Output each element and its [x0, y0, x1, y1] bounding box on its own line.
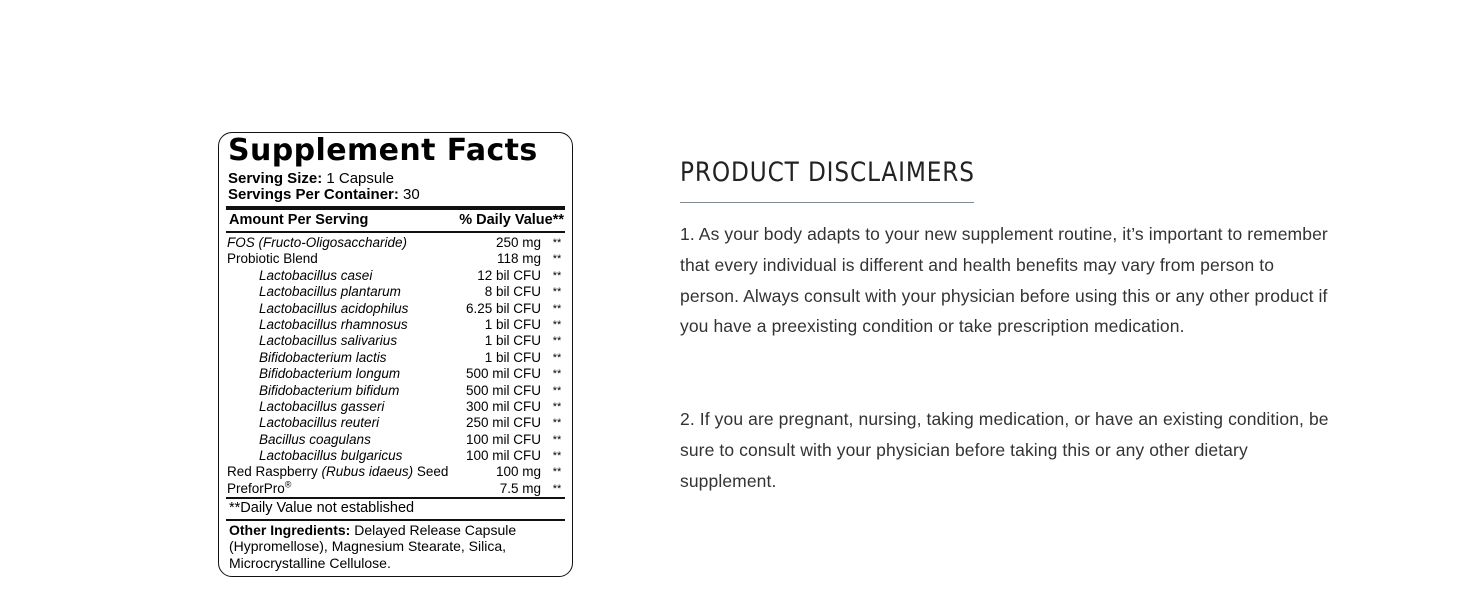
serving-size-value: 1 Capsule	[322, 170, 394, 187]
ingredient-name: Probiotic Blend	[227, 251, 318, 267]
ingredient-daily-value: **	[552, 302, 562, 315]
table-row	[227, 448, 565, 464]
ingredient-name: Lactobacillus rhamnosus	[259, 316, 408, 332]
facts-title: Supplement Facts	[228, 133, 538, 168]
amount-per-serving-label: Amount Per Serving	[229, 212, 369, 228]
servings-per-container-label: Servings Per Container:	[228, 186, 399, 203]
disclaimers-underline	[680, 202, 974, 203]
ingredient-amount: 7.5 mg	[499, 480, 541, 496]
ingredient-daily-value: **	[552, 318, 562, 331]
ingredient-name: Bifidobacterium lactis	[259, 349, 387, 365]
ingredient-daily-value: **	[552, 237, 562, 249]
ingredient-amount: 500 mil CFU	[465, 382, 541, 398]
serving-size-label: Serving Size:	[228, 170, 323, 187]
ingredient-daily-value: **	[552, 253, 562, 266]
ingredient-daily-value: **	[552, 482, 562, 495]
ingredient-daily-value: **	[552, 384, 562, 397]
table-row	[227, 268, 565, 284]
supplement-facts-panel	[218, 132, 573, 577]
servings-per-container-value: 30	[398, 186, 420, 203]
disclaimer-paragraph-1: 1. As your body adapts to your new supplement routine, it’s important to remember that every individual is different and health benefits may vary from person to person. Always consult with your physician before using this or any other product if you have a preexisting condition or take prescription medication.	[680, 224, 1328, 337]
ingredient-list	[227, 235, 565, 497]
table-row	[227, 317, 565, 333]
ingredient-amount: 100 mil CFU	[465, 431, 541, 447]
registered-mark: ®	[284, 479, 292, 490]
ingredient-name-part: PreforPro	[227, 480, 285, 496]
table-row	[227, 415, 565, 431]
table-row	[227, 366, 565, 382]
amount-header	[229, 211, 564, 229]
ingredient-daily-value: **	[552, 400, 562, 413]
ingredient-daily-value: **	[552, 269, 562, 282]
ingredient-name: Lactobacillus salivarius	[259, 333, 398, 349]
ingredient-daily-value: **	[552, 450, 562, 463]
table-row	[227, 464, 565, 480]
ingredient-daily-value: **	[552, 433, 562, 446]
ingredient-name-part: Seed	[413, 464, 449, 480]
daily-value-note: **Daily Value not established	[229, 500, 415, 516]
ingredient-name	[227, 481, 291, 497]
ingredient-amount: 250 mil CFU	[465, 415, 541, 431]
ingredient-name: Lactobacillus casei	[259, 267, 373, 283]
ingredient-name: Bifidobacterium longum	[259, 366, 401, 382]
note-divider	[226, 519, 565, 521]
ingredient-name: FOS (Fructo-Oligosaccharide)	[227, 235, 408, 250]
header-divider	[226, 231, 565, 233]
ingredient-name	[227, 464, 448, 480]
ingredient-daily-value: **	[552, 351, 562, 364]
other-ingredients-label: Other Ingredients:	[229, 522, 351, 538]
ingredient-amount: 1 bil CFU	[484, 349, 541, 365]
ingredient-latin-name: (Rubus idaeus)	[321, 464, 414, 480]
ingredient-daily-value: **	[552, 286, 562, 299]
table-row	[227, 350, 565, 366]
ingredient-name: Lactobacillus gasseri	[259, 398, 385, 414]
table-row	[227, 333, 565, 349]
other-ingredients	[229, 522, 564, 571]
table-row	[227, 481, 565, 497]
ingredient-amount: 12 bil CFU	[477, 267, 541, 283]
ingredient-amount: 118 mg	[496, 251, 541, 267]
thick-divider	[226, 206, 565, 210]
ingredient-amount: 100 mil CFU	[465, 448, 541, 464]
ingredient-amount: 100 mg	[495, 464, 541, 480]
table-row	[227, 251, 565, 267]
ingredient-name-part: Red Raspberry	[227, 464, 322, 480]
ingredient-name: Bifidobacterium bifidum	[259, 382, 400, 398]
ingredient-daily-value: **	[552, 417, 562, 430]
ingredient-amount: 250 mg	[495, 235, 541, 250]
ingredient-name: Lactobacillus acidophilus	[259, 300, 409, 316]
ingredient-amount: 300 mil CFU	[465, 398, 541, 414]
ingredient-name: Lactobacillus reuteri	[259, 415, 380, 431]
table-row	[227, 383, 565, 399]
ingredient-daily-value: **	[552, 368, 562, 381]
ingredient-amount: 6.25 bil CFU	[465, 300, 541, 316]
table-row	[227, 284, 565, 300]
ingredient-daily-value: **	[552, 335, 562, 348]
table-row	[227, 301, 565, 317]
ingredient-amount: 8 bil CFU	[484, 284, 541, 300]
ingredient-amount: 1 bil CFU	[484, 333, 541, 349]
table-row	[227, 432, 565, 448]
servings-per-container	[228, 187, 420, 203]
ingredient-daily-value: **	[552, 466, 562, 479]
ingredient-amount: 500 mil CFU	[465, 366, 541, 382]
disclaimer-paragraph-2: 2. If you are pregnant, nursing, taking medication, or have an existing condition, be sure to consult with your physician before taking this or any other dietary supplement.	[680, 409, 1329, 491]
other-ingredients-text: Delayed Release Capsule (Hypromellose), Magnesium Stearate, Silica, Microcrystalline Cellulose.	[229, 522, 517, 571]
ingredient-name: Lactobacillus bulgaricus	[259, 448, 403, 464]
daily-value-label: % Daily Value**	[459, 212, 564, 228]
disclaimers-heading: PRODUCT DISCLAIMERS	[680, 157, 975, 188]
table-row	[227, 399, 565, 415]
ingredient-name: Lactobacillus plantarum	[259, 284, 401, 300]
ingredient-name: Bacillus coagulans	[259, 431, 371, 447]
serving-size	[228, 171, 394, 187]
ingredient-amount: 1 bil CFU	[484, 316, 541, 332]
table-row	[227, 235, 565, 251]
